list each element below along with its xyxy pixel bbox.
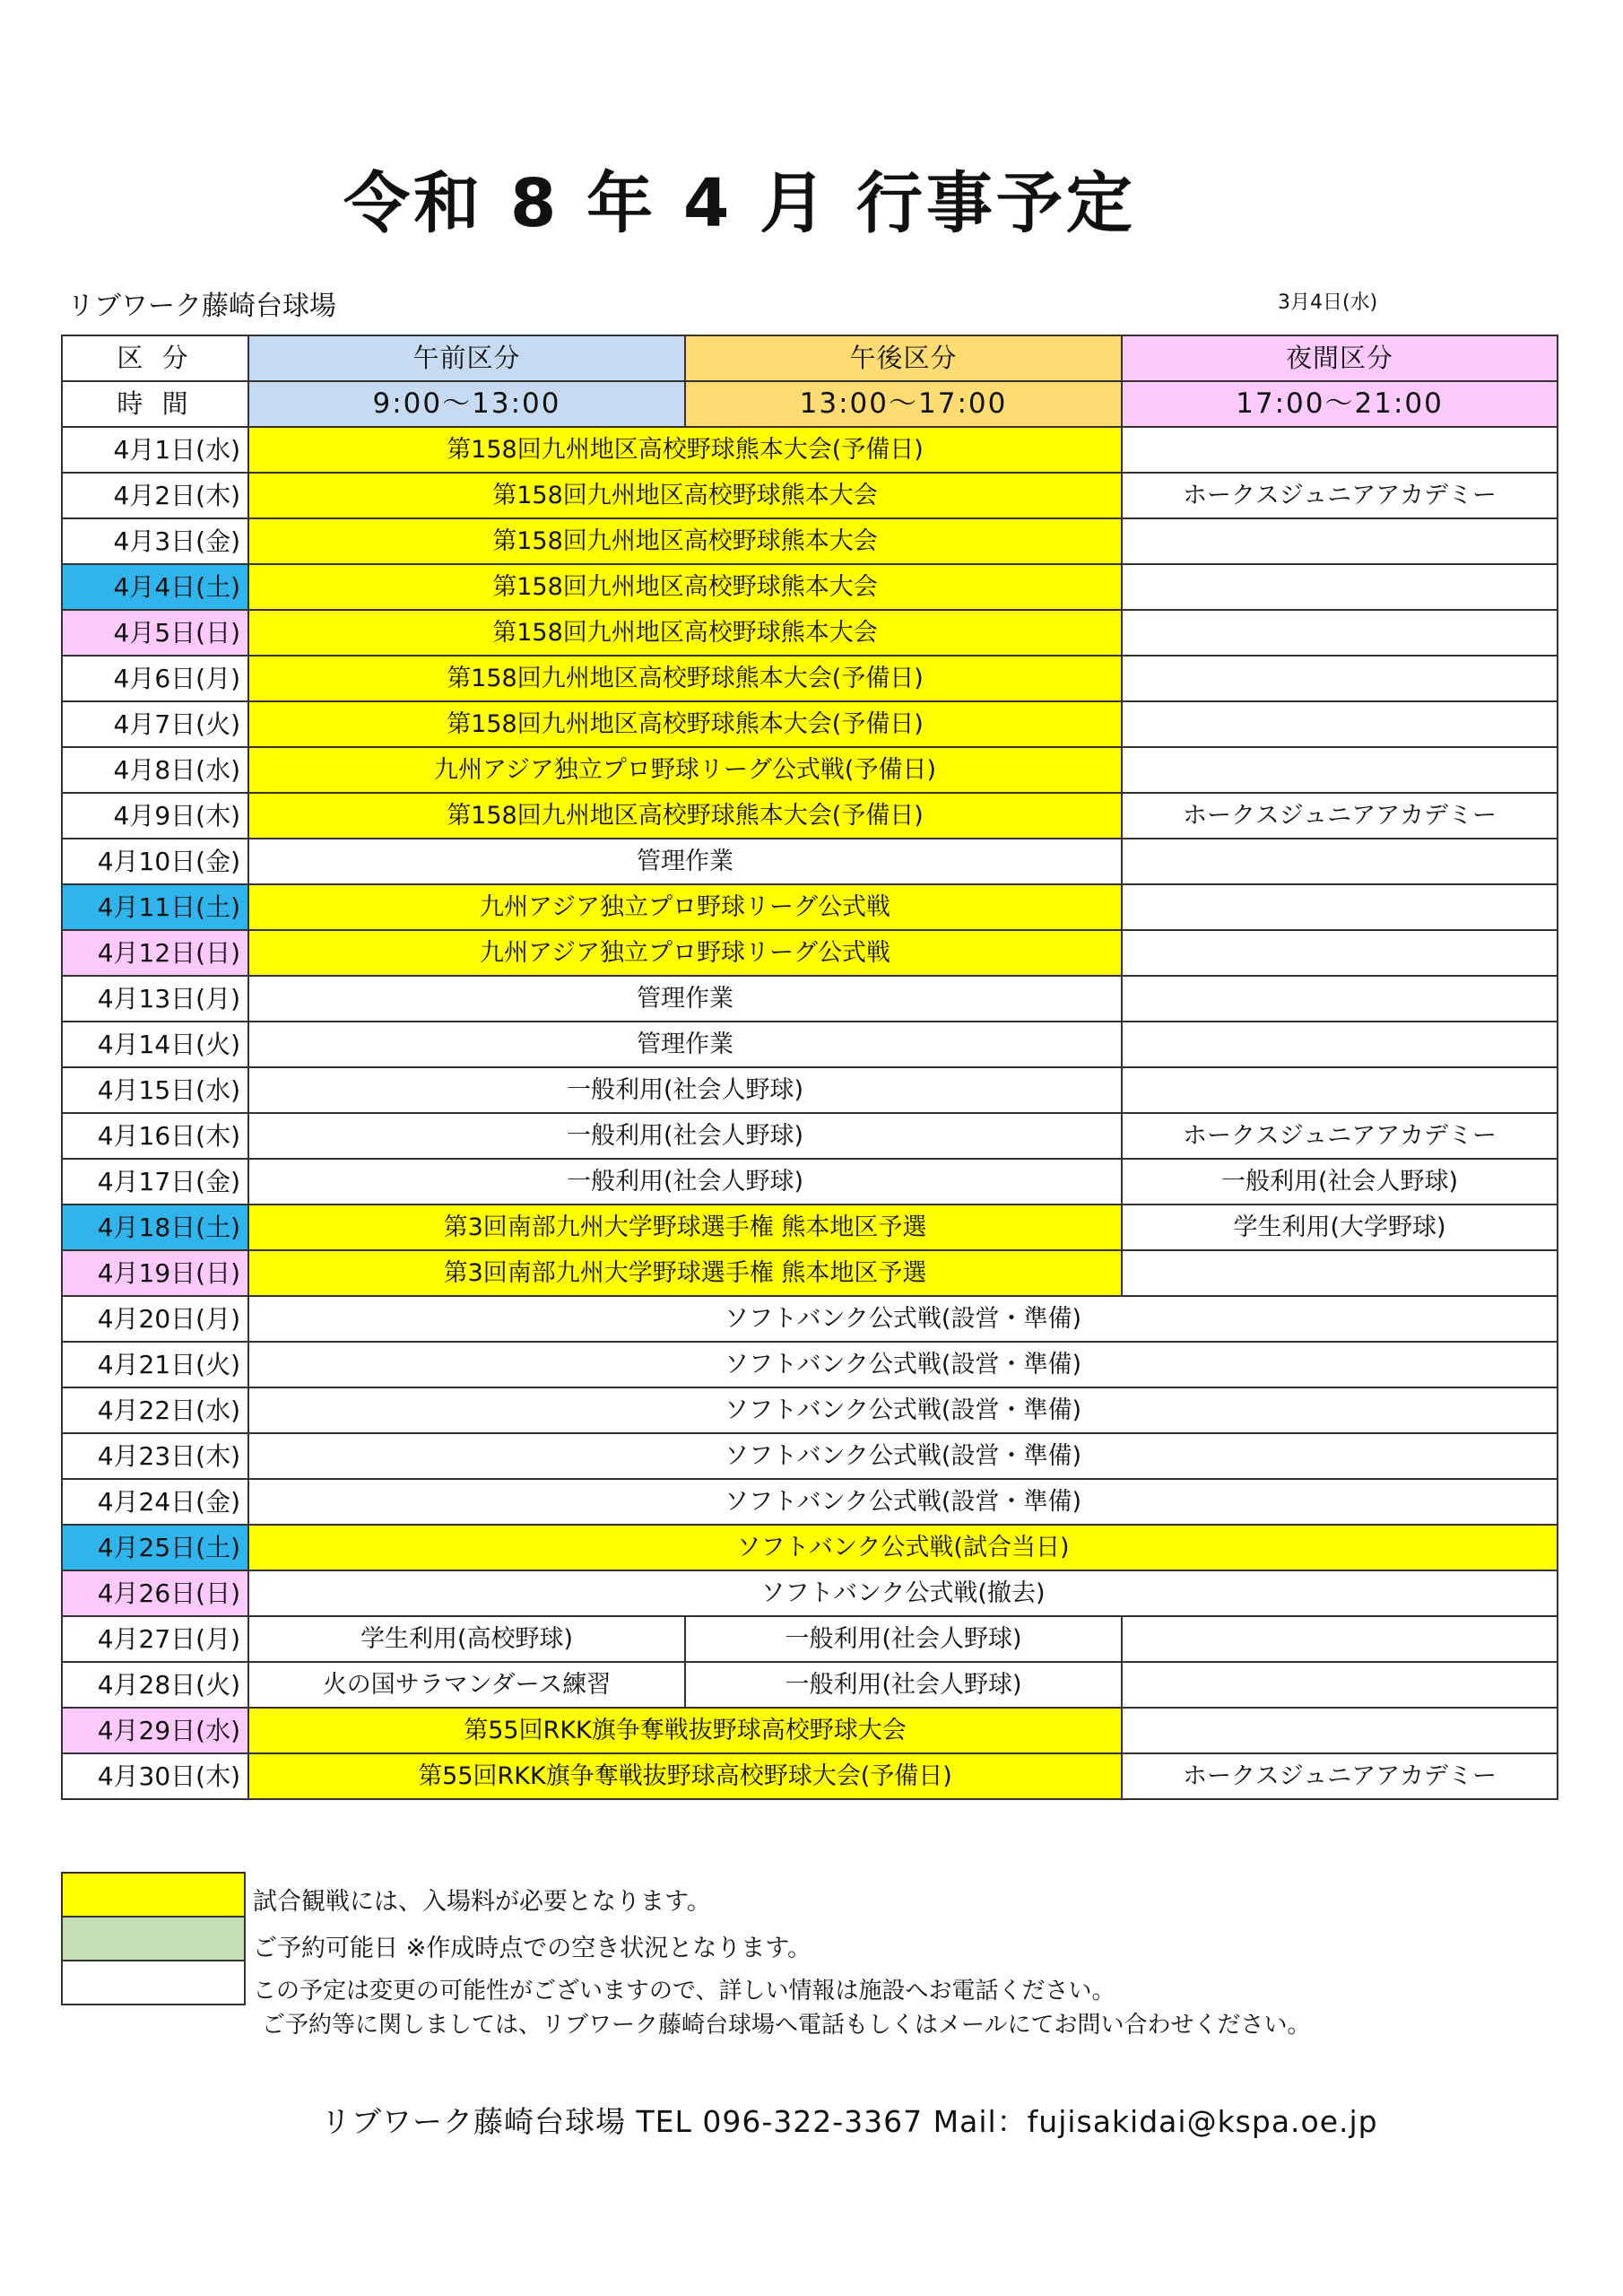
day-cell: 4月23日(木) <box>62 1433 248 1479</box>
event-cell <box>1122 610 1558 656</box>
schedule-row <box>62 839 1558 884</box>
issue-date: 3月4日(水) <box>1278 291 1378 314</box>
morning-time: 9:00〜13:00 <box>248 381 685 427</box>
schedule-row <box>62 1113 1558 1159</box>
event-cell: 第55回RKK旗争奪戦抜野球高校野球大会(予備日) <box>248 1753 1122 1799</box>
event-cell: 一般利用(社会人野球) <box>248 1067 1122 1113</box>
event-cell: 第158回九州地区高校野球熊本大会(予備日) <box>248 701 1122 747</box>
legend-white-swatch <box>61 1960 246 2005</box>
evening-time: 17:00〜21:00 <box>1122 381 1558 427</box>
event-cell <box>1122 427 1558 473</box>
schedule-row <box>62 884 1558 930</box>
day-cell: 4月4日(土) <box>62 564 248 610</box>
event-cell: 第158回九州地区高校野球熊本大会 <box>248 610 1122 656</box>
legend-yellow-swatch <box>61 1872 246 1918</box>
event-cell: 一般利用(社会人野球) <box>1122 1159 1558 1205</box>
schedule-row <box>62 1250 1558 1296</box>
event-cell: 第158回九州地区高校野球熊本大会 <box>248 518 1122 564</box>
day-cell: 4月15日(水) <box>62 1067 248 1113</box>
time-row <box>62 381 1558 427</box>
schedule-row <box>62 473 1558 518</box>
event-cell: ソフトバンク公式戦(試合当日) <box>248 1525 1558 1570</box>
event-cell: 管理作業 <box>248 976 1122 1022</box>
venue-name: リブワーク藤崎台球場 <box>67 291 336 322</box>
event-cell <box>1122 1067 1558 1113</box>
event-cell <box>1122 930 1558 976</box>
event-cell <box>1122 1616 1558 1662</box>
event-cell: ソフトバンク公式戦(設営・準備) <box>248 1342 1558 1387</box>
day-cell: 4月18日(土) <box>62 1205 248 1250</box>
section-header: 区 分 <box>62 335 248 381</box>
event-cell: ソフトバンク公式戦(設営・準備) <box>248 1387 1558 1433</box>
day-cell: 4月14日(火) <box>62 1022 248 1067</box>
event-cell <box>1122 1022 1558 1067</box>
event-cell <box>1122 1250 1558 1296</box>
event-cell <box>1122 518 1558 564</box>
event-cell: 管理作業 <box>248 839 1122 884</box>
event-cell: 学生利用(高校野球) <box>248 1616 685 1662</box>
schedule-row <box>62 1022 1558 1067</box>
schedule-row <box>62 1159 1558 1205</box>
event-cell: 一般利用(社会人野球) <box>248 1159 1122 1205</box>
schedule-row <box>62 793 1558 839</box>
schedule-row <box>62 610 1558 656</box>
day-cell: 4月27日(月) <box>62 1616 248 1662</box>
event-cell: ホークスジュニアアカデミー <box>1122 1753 1558 1799</box>
event-cell: 一般利用(社会人野球) <box>685 1616 1122 1662</box>
event-cell <box>1122 884 1558 930</box>
event-cell: 一般利用(社会人野球) <box>685 1662 1122 1708</box>
event-cell: 管理作業 <box>248 1022 1122 1067</box>
event-cell: 第3回南部九州大学野球選手権 熊本地区予選 <box>248 1205 1122 1250</box>
schedule-row <box>62 1616 1558 1662</box>
legend-green-swatch <box>61 1916 246 1961</box>
event-cell: ソフトバンク公式戦(撤去) <box>248 1570 1558 1616</box>
legend-yellow-note: 試合観戦には、入場料が必要となります。 <box>253 1888 711 1916</box>
schedule-row <box>62 701 1558 747</box>
event-cell: 学生利用(大学野球) <box>1122 1205 1558 1250</box>
day-cell: 4月19日(日) <box>62 1250 248 1296</box>
legend-white-note: この予定は変更の可能性がございますので、詳しい情報は施設へお電話ください。 <box>253 1978 1115 2005</box>
schedule-row <box>62 747 1558 793</box>
legend <box>61 1874 246 2005</box>
schedule-row <box>62 1342 1558 1387</box>
event-cell: 第158回九州地区高校野球熊本大会(予備日) <box>248 427 1122 473</box>
event-cell <box>1122 656 1558 701</box>
day-cell: 4月13日(月) <box>62 976 248 1022</box>
event-cell: ホークスジュニアアカデミー <box>1122 473 1558 518</box>
day-cell: 4月11日(土) <box>62 884 248 930</box>
schedule-row <box>62 518 1558 564</box>
schedule-row <box>62 1753 1558 1799</box>
day-cell: 4月29日(水) <box>62 1708 248 1753</box>
event-cell <box>1122 564 1558 610</box>
event-cell: 火の国サラマンダース練習 <box>248 1662 685 1708</box>
schedule-row <box>62 1708 1558 1753</box>
schedule-row <box>62 564 1558 610</box>
page-title: 令和 8 年 4 月 行事予定 <box>343 165 1136 242</box>
day-cell: 4月10日(金) <box>62 839 248 884</box>
schedule-row <box>62 1205 1558 1250</box>
day-cell: 4月21日(火) <box>62 1342 248 1387</box>
schedule-row <box>62 1067 1558 1113</box>
day-cell: 4月22日(水) <box>62 1387 248 1433</box>
day-cell: 4月7日(火) <box>62 701 248 747</box>
event-cell: ソフトバンク公式戦(設営・準備) <box>248 1296 1558 1342</box>
event-cell <box>1122 1708 1558 1753</box>
day-cell: 4月1日(水) <box>62 427 248 473</box>
day-cell: 4月25日(土) <box>62 1525 248 1570</box>
event-cell: ソフトバンク公式戦(設営・準備) <box>248 1479 1558 1525</box>
header-row <box>62 335 1558 381</box>
event-cell <box>1122 701 1558 747</box>
schedule-row <box>62 656 1558 701</box>
time-header: 時 間 <box>62 381 248 427</box>
event-cell: 第158回九州地区高校野球熊本大会(予備日) <box>248 793 1122 839</box>
event-cell: 第158回九州地区高校野球熊本大会 <box>248 564 1122 610</box>
event-cell <box>1122 976 1558 1022</box>
event-cell: 第158回九州地区高校野球熊本大会 <box>248 473 1122 518</box>
event-cell: 九州アジア独立プロ野球リーグ公式戦 <box>248 930 1122 976</box>
schedule-row <box>62 1570 1558 1616</box>
morning-header: 午前区分 <box>248 335 685 381</box>
day-cell: 4月24日(金) <box>62 1479 248 1525</box>
legend-green-note: ご予約可能日 ※作成時点での空き状況となります。 <box>253 1935 812 1962</box>
afternoon-header: 午後区分 <box>685 335 1122 381</box>
day-cell: 4月6日(月) <box>62 656 248 701</box>
day-cell: 4月26日(日) <box>62 1570 248 1616</box>
event-cell: 九州アジア独立プロ野球リーグ公式戦 <box>248 884 1122 930</box>
schedule-row <box>62 1296 1558 1342</box>
schedule-row <box>62 427 1558 473</box>
event-cell: 一般利用(社会人野球) <box>248 1113 1122 1159</box>
event-cell: 第3回南部九州大学野球選手権 熊本地区予選 <box>248 1250 1122 1296</box>
event-cell: ソフトバンク公式戦(設営・準備) <box>248 1433 1558 1479</box>
day-cell: 4月8日(水) <box>62 747 248 793</box>
day-cell: 4月16日(木) <box>62 1113 248 1159</box>
schedule-row <box>62 1433 1558 1479</box>
event-cell: 第55回RKK旗争奪戦抜野球高校野球大会 <box>248 1708 1122 1753</box>
day-cell: 4月17日(金) <box>62 1159 248 1205</box>
schedule-row <box>62 1387 1558 1433</box>
day-cell: 4月30日(木) <box>62 1753 248 1799</box>
day-cell: 4月12日(日) <box>62 930 248 976</box>
schedule-row <box>62 1525 1558 1570</box>
schedule-table <box>61 335 1558 1800</box>
schedule-body <box>62 335 1558 1799</box>
event-cell <box>1122 839 1558 884</box>
contact-footer: リブワーク藤崎台球場 TEL 096-322-3367 Mail：fujisakidai@kspa.oe.jp <box>321 2104 1378 2139</box>
event-cell <box>1122 747 1558 793</box>
event-cell: ホークスジュニアアカデミー <box>1122 793 1558 839</box>
reservation-note: ご予約等に関しましては、リブワーク藤崎台球場へ電話もしくはメールにてお問い合わせください。 <box>262 2012 1311 2039</box>
afternoon-time: 13:00〜17:00 <box>685 381 1122 427</box>
day-cell: 4月28日(火) <box>62 1662 248 1708</box>
day-cell: 4月2日(木) <box>62 473 248 518</box>
day-cell: 4月20日(月) <box>62 1296 248 1342</box>
event-cell: ホークスジュニアアカデミー <box>1122 1113 1558 1159</box>
event-cell: 九州アジア独立プロ野球リーグ公式戦(予備日) <box>248 747 1122 793</box>
event-cell <box>1122 1662 1558 1708</box>
schedule-row <box>62 1662 1558 1708</box>
schedule-row <box>62 930 1558 976</box>
schedule-row <box>62 1479 1558 1525</box>
day-cell: 4月5日(日) <box>62 610 248 656</box>
event-cell: 第158回九州地区高校野球熊本大会(予備日) <box>248 656 1122 701</box>
day-cell: 4月9日(木) <box>62 793 248 839</box>
evening-header: 夜間区分 <box>1122 335 1558 381</box>
schedule-row <box>62 976 1558 1022</box>
day-cell: 4月3日(金) <box>62 518 248 564</box>
